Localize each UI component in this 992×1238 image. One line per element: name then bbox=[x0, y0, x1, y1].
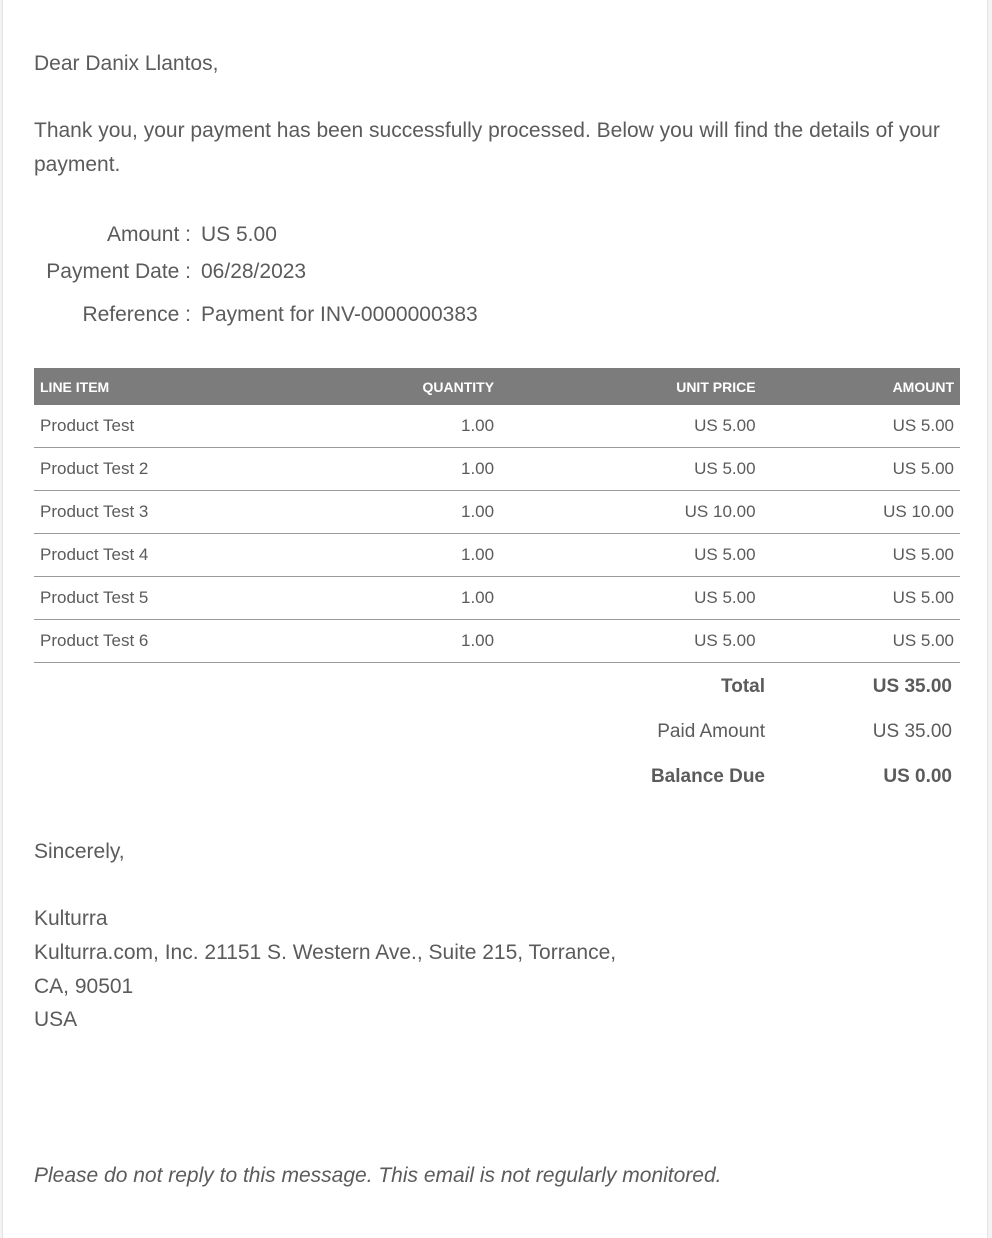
unit-price-cell: US 5.00 bbox=[500, 620, 761, 663]
paid-amount-row bbox=[34, 717, 960, 747]
table-row bbox=[34, 577, 960, 620]
line-items-table bbox=[34, 368, 960, 663]
closing: Sincerely, bbox=[34, 840, 125, 863]
line-item-cell: Product Test 2 bbox=[34, 448, 319, 491]
email-body bbox=[2, 0, 988, 1238]
amount-value: US 5.00 bbox=[201, 223, 277, 246]
quantity-cell: 1.00 bbox=[319, 405, 500, 448]
amount-label: Amount : bbox=[106, 223, 191, 246]
table-row bbox=[34, 534, 960, 577]
line-item-cell: Product Test 5 bbox=[34, 577, 319, 620]
balance-due-label: Balance Due bbox=[650, 766, 765, 787]
total-value: US 35.00 bbox=[872, 676, 952, 697]
line-item-cell: Product Test 6 bbox=[34, 620, 319, 663]
unit-price-cell: US 5.00 bbox=[500, 577, 761, 620]
address-line-2: CA, 90501 bbox=[34, 975, 134, 998]
amount-cell: US 5.00 bbox=[762, 577, 960, 620]
paid-amount-label: Paid Amount bbox=[657, 721, 765, 742]
header-quantity: QUANTITY bbox=[319, 368, 500, 405]
amount-cell: US 10.00 bbox=[762, 491, 960, 534]
quantity-cell: 1.00 bbox=[319, 448, 500, 491]
quantity-cell: 1.00 bbox=[319, 491, 500, 534]
payment-date-label: Payment Date : bbox=[46, 260, 191, 283]
table-row bbox=[34, 448, 960, 491]
table-row bbox=[34, 491, 960, 534]
header-line-item: LINE ITEM bbox=[34, 368, 319, 405]
unit-price-cell: US 5.00 bbox=[500, 534, 761, 577]
unit-price-cell: US 5.00 bbox=[500, 405, 761, 448]
balance-due-value: US 0.00 bbox=[883, 766, 952, 787]
total-label: Total bbox=[721, 676, 765, 697]
line-item-cell: Product Test 3 bbox=[34, 491, 319, 534]
payment-date-row bbox=[34, 257, 634, 287]
address-line-1: Kulturra.com, Inc. 21151 S. Western Ave., Suite 215, Torrance, bbox=[34, 941, 617, 964]
balance-due-row bbox=[34, 762, 960, 792]
amount-cell: US 5.00 bbox=[762, 405, 960, 448]
unit-price-cell: US 10.00 bbox=[500, 491, 761, 534]
paid-amount-value: US 35.00 bbox=[872, 721, 952, 742]
quantity-cell: 1.00 bbox=[319, 577, 500, 620]
table-row bbox=[34, 405, 960, 448]
header-unit-price: UNIT PRICE bbox=[500, 368, 761, 405]
unit-price-cell: US 5.00 bbox=[500, 448, 761, 491]
header-amount: AMOUNT bbox=[762, 368, 960, 405]
intro-message: Thank you, your payment has been successfully processed. Below you will find the details of your payment. bbox=[34, 119, 940, 176]
amount-cell: US 5.00 bbox=[762, 534, 960, 577]
total-row bbox=[34, 672, 960, 702]
company-name: Kulturra bbox=[34, 907, 108, 930]
quantity-cell: 1.00 bbox=[319, 620, 500, 663]
amount-cell: US 5.00 bbox=[762, 448, 960, 491]
table-row bbox=[34, 620, 960, 663]
no-reply-note: Please do not reply to this message. This email is not regularly monitored. bbox=[34, 1164, 722, 1187]
table-header-row bbox=[34, 368, 960, 405]
greeting: Dear Danix Llantos, bbox=[34, 52, 219, 75]
line-item-cell: Product Test bbox=[34, 405, 319, 448]
country: USA bbox=[34, 1008, 78, 1031]
reference-value: Payment for INV-0000000383 bbox=[201, 303, 478, 326]
reference-row bbox=[34, 300, 634, 330]
reference-label: Reference : bbox=[82, 303, 191, 326]
payment-amount-row bbox=[34, 220, 634, 250]
amount-cell: US 5.00 bbox=[762, 620, 960, 663]
payment-date-value: 06/28/2023 bbox=[201, 260, 307, 283]
line-item-cell: Product Test 4 bbox=[34, 534, 319, 577]
quantity-cell: 1.00 bbox=[319, 534, 500, 577]
